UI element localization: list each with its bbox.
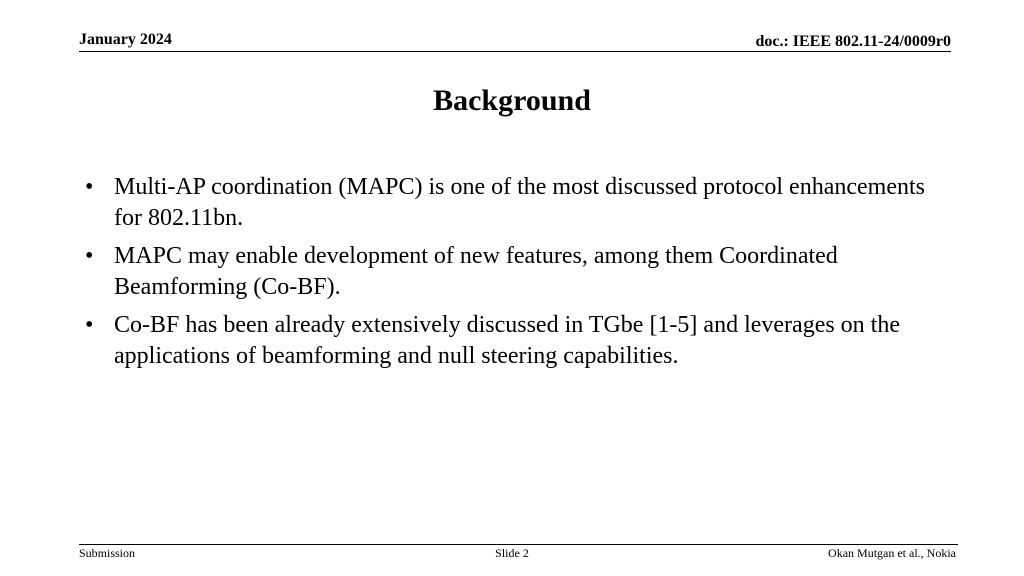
header-date: January 2024 xyxy=(79,31,172,48)
bullet-text: Multi-AP coordination (MAPC) is one of the most discussed protocol enhancements for 802.11bn. xyxy=(114,174,925,231)
slide-title: Background xyxy=(433,84,591,117)
header-divider xyxy=(79,51,951,52)
bullet-text: Co-BF has been already extensively discussed in TGbe [1-5] and leverages on the applications of beamforming and null steering capabilities. xyxy=(114,312,900,369)
bullet-text: MAPC may enable development of new features, among them Coordinated Beamforming (Co-BF). xyxy=(114,243,838,300)
bullet-item xyxy=(85,241,935,303)
bullet-icon: • xyxy=(85,312,94,338)
bullet-item xyxy=(85,310,935,372)
bullet-list xyxy=(85,172,935,379)
bullet-icon: • xyxy=(85,243,94,269)
bullet-item xyxy=(85,172,935,234)
footer-slide-number: Slide 2 xyxy=(495,546,529,560)
footer-submission: Submission xyxy=(79,546,136,560)
bullet-icon: • xyxy=(85,174,94,200)
footer-divider xyxy=(79,544,958,545)
header-doc-id: doc.: IEEE 802.11-24/0009r0 xyxy=(755,33,951,50)
footer-author: Okan Mutgan et al., Nokia xyxy=(828,546,956,560)
